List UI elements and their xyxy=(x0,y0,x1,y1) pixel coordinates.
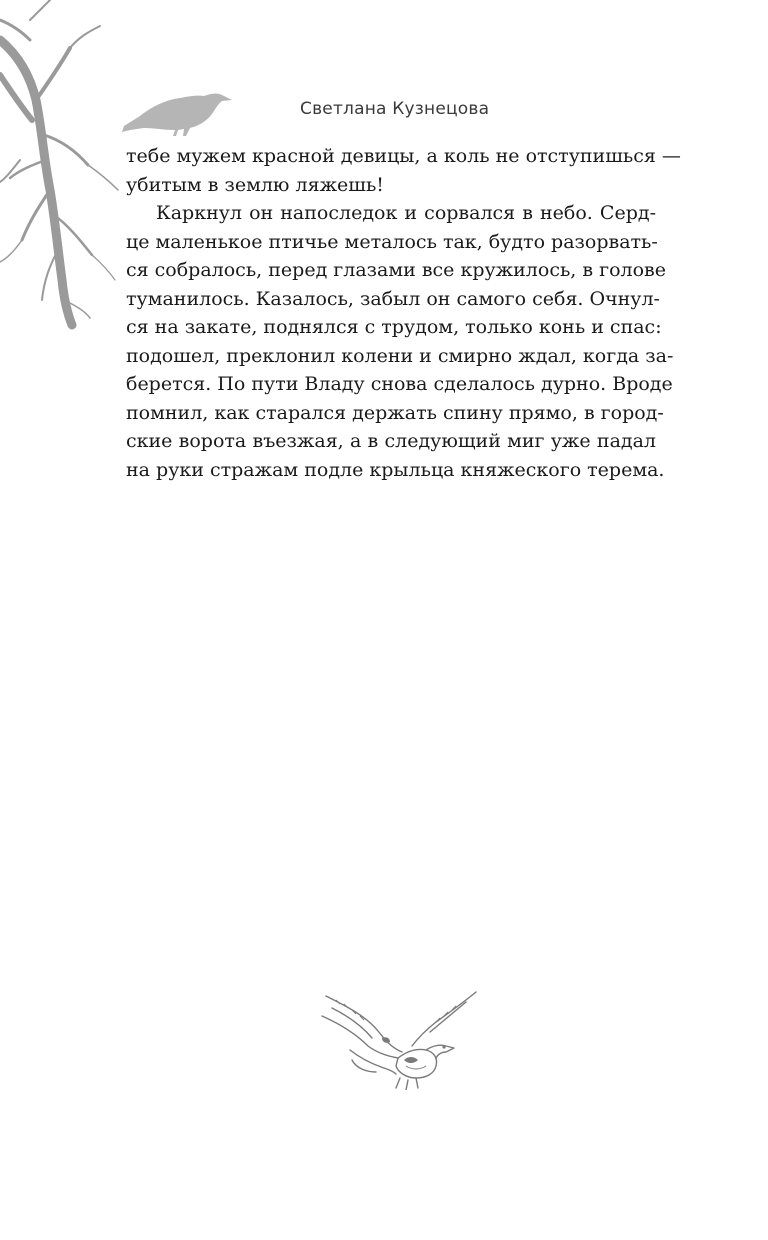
text-line: тебе мужем красной девицы, а коль не отступишься — xyxy=(126,145,681,167)
text-line: подошел, преклонил колени и смирно ждал, когда за- xyxy=(126,344,674,367)
text-line: ся собралось, перед глазами все кружилось, в голове xyxy=(126,259,666,281)
running-head-author: Светлана Кузнецова xyxy=(300,99,490,119)
text-line: Каркнул он напоследок и сорвался в небо. Серд- xyxy=(156,202,656,224)
crow-flying-icon xyxy=(316,986,482,1090)
text-line: ся на закате, поднялся с трудом, только конь и спас: xyxy=(126,316,662,338)
body-text xyxy=(126,142,681,484)
text-line: берется. По пути Владу снова сделалось дурно. Вроде xyxy=(126,373,673,395)
text-line: туманилось. Казалось, забыл он самого себя. Очнул- xyxy=(126,287,660,310)
text-line: на руки стражам подле крыльца княжеского терема. xyxy=(126,458,665,481)
text-line: помнил, как старался держать спину прямо, в город- xyxy=(126,401,664,424)
text-line: убитым в землю ляжешь! xyxy=(126,173,384,196)
tree-branch-icon xyxy=(0,0,130,330)
crow-perched-icon xyxy=(120,86,235,138)
text-line: ские ворота въезжая, а в следующий миг уже падал xyxy=(126,430,656,452)
text-line: це маленькое птичье металось так, будто разорвать- xyxy=(126,230,658,253)
